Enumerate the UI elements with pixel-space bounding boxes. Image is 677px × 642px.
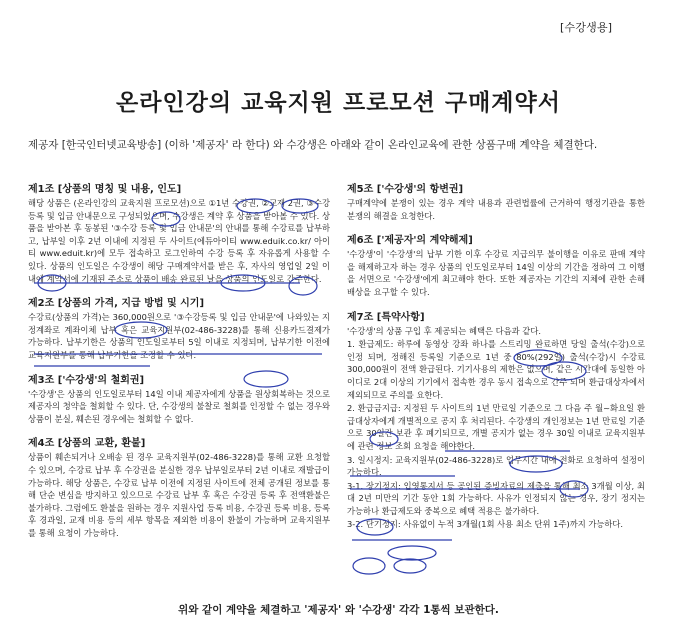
article-1-heading: 제1조 [상품의 명칭 및 내용, 인도]	[28, 184, 182, 195]
pen-circle	[394, 559, 426, 573]
article-7-item: 3. 일시정지: 교육지원부(02-486-3228)로 업무시간 내에 전화로 요청하여 설정이 가능하다.	[347, 454, 645, 478]
article-5-body: 구매계약에 분쟁이 있는 경우 계약 내용과 관련법률에 근거하여 행정기관을 통한 분쟁의 해결을 요청한다.	[347, 198, 645, 221]
article-4	[28, 434, 330, 539]
article-1	[28, 180, 330, 285]
article-7-item: 2. 환급금지급: 지정된 두 사이트의 1년 만료일 기준으로 그 다음 주 월~화요일 환급대상자에게 개별적으로 공지 후 처리된다. 수강생의 개인정보는 1년 만료일 기준으로 30일간 보관 후 폐기되므로, 개별 공지가 없는 경우 30일 이내로 교육지원부에 관련 정보 조회 요청을 해야한다.	[347, 403, 645, 451]
pen-circle	[388, 546, 436, 560]
article-3	[28, 371, 330, 426]
article-7-body: '수강생'의 상품 구입 후 제공되는 혜택은 다음과 같다.	[347, 325, 541, 336]
article-5	[347, 180, 645, 222]
article-1-body: 해당 상품은 (온라인강의 교육지원 프로모션)으로 ①1년 수강권, ②교재 2권, ③수강 등록 및 입금 안내문으로 구성되었으며, 수강생은 계약 후 상품을 받아볼 수 있다. 상품을 받아본 후 동봉된 '③수강 등록 및 입금 안내문'의 안내를 통해 수강료를 납부하고, 납부일 이후 2년 이내에 지정된 두 사이트(에듀아이티 www.eduik.co.kr/ 아이티 www.eduit.kr)에 모두 접속하고 로그인하여 수강 등록 후 자유롭게 사용할 수 있다. 상품의 인도일은 수강생이 해당 구매계약서를 받은 후, 자사의 영업일 2일 이내에 계약서에 기재된 주소로 상품이 배송 완료된 날을 상품의 인도일로 간주한다.	[28, 198, 330, 284]
closing-statement: 위와 같이 계약을 체결하고 '제공자' 와 '수강생' 각각 1통씩 보관한다.	[178, 604, 499, 616]
article-3-body: '수강생'은 상품의 인도일로부터 14일 이내 제공자에게 상품을 원상회복하는 것으로 제공자의 청약을 철회할 수 있다. 단, 수강생의 불찰로 철회를 인정할 수 없는 경우와 상품이 분실, 훼손된 경우에는 철회할 수 없다.	[28, 388, 330, 424]
article-2	[28, 294, 330, 361]
article-6	[347, 231, 645, 298]
article-7	[347, 308, 645, 532]
copy-tag: [수강생용]	[560, 21, 613, 34]
left-column	[28, 180, 330, 548]
right-column	[347, 180, 645, 540]
article-4-body: 상품이 훼손되거나 오배송 된 경우 교육지원부(02-486-3228)를 통해 교환 요청할 수 있으며, 수강료 납부 후 수강권을 분실한 경우 납부일로부터 2년 이내로 재발급이 가능하다. 해당 상품은, 수강료 납부 이전에 지정된 사이트에 전체 공개된 정보를 통해 단순 변심을 방지하고 있으므로 수강료 납부 후 혹은 수강권 등록 후 전액환불은 불가하다. 그럼에도 환불을 원하는 경우 지원사업 등록 비용, 수강권 등록 비용, 등록 후 경과일, 교재 비용 등의 세부 항목을 제외한 비용이 환불이 가능하며 교육지원부를 통해 요청이 가능하다.	[28, 452, 330, 538]
intro-paragraph: 제공자 [한국인터넷교육방송] (이하 '제공자' 라 한다) 와 수강생은 아래와 같이 온라인교육에 관한 상품구매 계약을 체결한다.	[28, 139, 598, 151]
article-2-body: 수강료(상품의 가격)는 360,000원으로 '③수강등록 및 입금 안내문'에 나와있는 지정계좌로 계좌이체 납부 혹은 교육지원부(02-486-3228)를 통해 신용카드결제가 가능하다. 납부기한은 상품의 인도일로부터 5일 이내로 지정되며, 납부기한 이전에 교육지원부를 통해 납부기한을 조정할 수 있다.	[28, 312, 330, 360]
pen-circle	[353, 558, 385, 574]
article-4-heading: 제4조 [상품의 교환, 환불]	[28, 438, 146, 450]
document-title: 온라인강의 교육지원 프로모션 구매계약서	[116, 90, 561, 116]
article-3-heading: 제3조 ['수강생'의 철회권]	[28, 374, 145, 386]
article-5-heading: 제5조 ['수강생'의 항변권]	[347, 184, 464, 195]
article-2-heading: 제2조 [상품의 가격, 지급 방법 및 시기]	[28, 298, 205, 310]
article-7-item: 3-2. 단기정지: 사유없이 누적 3개월(1회 사용 최소 단위 1주)까지 가능하다.	[347, 519, 624, 530]
article-7-heading: 제7조 [특약사항]	[347, 311, 425, 323]
article-7-item: 1. 환급제도: 하루에 동영상 강좌 하나를 스트리밍 완료하면 당일 출석(수강)으로 인정 되며, 정해진 등록일 기준으로 1년 중 80%(292일) 출석(수강)시 수강료 300,000원이 전액 환급된다. 기기사용의 제한은 없으며, 같은 시간대에 동일한 아이디로 2대 이상의 기기에서 접속한 경우 동시 접속으로 간주 되며 환급대상자에서 제외되므로 주의를 요한다.	[347, 339, 645, 400]
article-7-item: 3-1. 장기정지: 입영통지서 등 공인된 증빙자료의 제출을 통해 최소 3개월 이상, 최대 2년 미만의 기간 동안 1회 가능하다. 사유가 인정되지 않는 경우, 장기 정지는 가능하나 환급제도와 중복으로 혜택 적용은 불가하다.	[347, 480, 645, 516]
article-6-heading: 제6조 ['제공자'의 계약해제]	[347, 235, 473, 247]
article-6-body: '수강생'이 '수강생'의 납부 기한 이후 수강료 지급의무 불이행을 이유로 판매 계약을 해제하고자 하는 경우 상품의 인도일로부터 14일 이상의 기간을 정하여 그 이행을 서면으로 '수강생'에게 최고해야 한다. 또한 제공자는 기간의 지체에 관한 손해배상을 요구할 수 있다.	[347, 249, 645, 297]
